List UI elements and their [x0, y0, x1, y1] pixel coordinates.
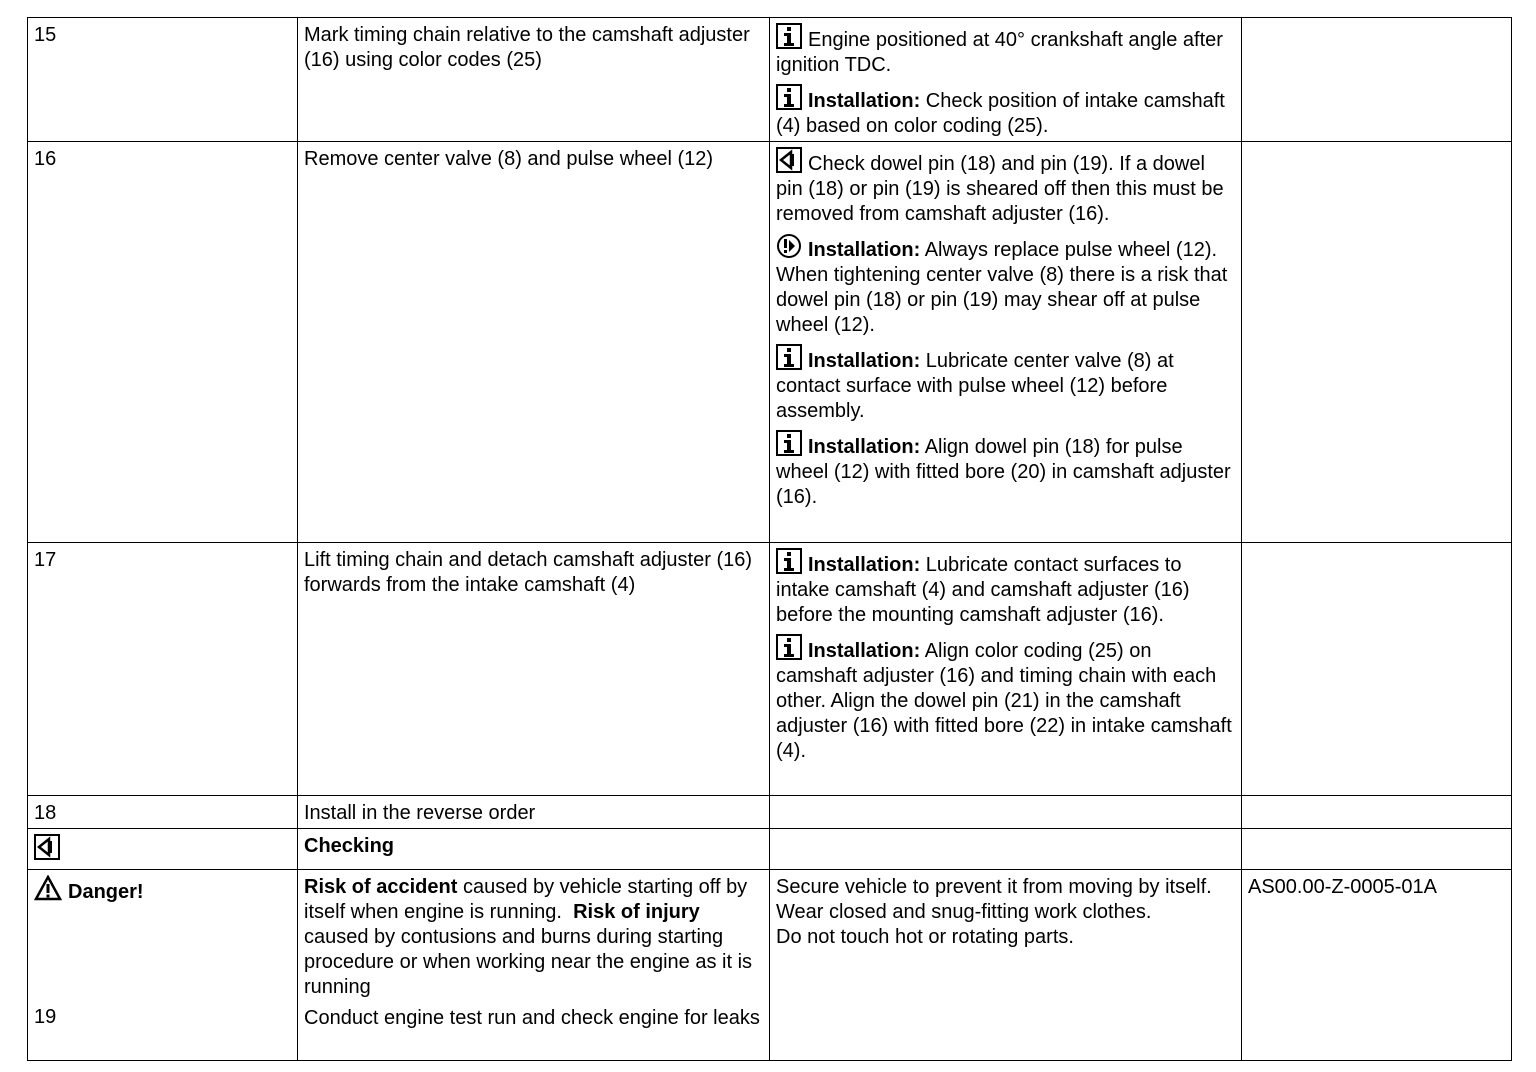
- safety-measure: Secure vehicle to prevent it from moving by itself.: [776, 876, 1212, 898]
- note: Installation: Lubricate center valve (8) at contact surface with pulse wheel (12) before assembly.: [776, 344, 1235, 424]
- note: Installation: Align dowel pin (18) for pulse wheel (12) with fitted bore (20) in camshaft adjuster (16).: [776, 430, 1235, 510]
- step-number: 19: [34, 1006, 57, 1028]
- danger-row: [28, 870, 1512, 1061]
- reference: [1242, 18, 1512, 142]
- checking-row: [28, 829, 1512, 870]
- warning-icon: [34, 875, 62, 901]
- table-row: [28, 543, 1512, 796]
- info-icon: [776, 23, 802, 49]
- step-number: 16: [28, 142, 298, 543]
- step-action: Conduct engine test run and check engine for leaks: [304, 1007, 760, 1029]
- note: Check dowel pin (18) and pin (19). If a dowel pin (18) or pin (19) is sheared off then this must be removed from camshaft adjuster (16).: [776, 147, 1235, 227]
- note: Installation: Check position of intake camshaft (4) based on color coding (25).: [776, 84, 1235, 139]
- checking-heading: Checking: [304, 835, 395, 857]
- danger-label: Danger!: [34, 875, 291, 905]
- step-action: Lift timing chain and detach camshaft adjuster (16) forwards from the intake camshaft (4): [298, 543, 770, 796]
- danger-text: Risk of accident caused by vehicle starting off by itself when engine is running. Risk of injury caused by contusions and burns during starting procedure or when working near the engine as it is running: [304, 876, 753, 998]
- note: Installation: Lubricate contact surfaces to intake camshaft (4) and camshaft adjuster (16) before the mounting camshaft adjuster (16).: [776, 548, 1235, 628]
- step-number: 15: [28, 18, 298, 142]
- info-icon: [776, 344, 802, 370]
- info-icon: [776, 548, 802, 574]
- step-notes: [770, 543, 1242, 796]
- safety-measure: Do not touch hot or rotating parts.: [776, 926, 1074, 948]
- reference: [1242, 142, 1512, 543]
- info-icon: [776, 634, 802, 660]
- check-icon: [34, 834, 60, 860]
- procedure-table: [27, 17, 1512, 1061]
- check-icon: [776, 147, 802, 173]
- reference: AS00.00-Z-0005-01A: [1242, 870, 1512, 1061]
- step-action: Install in the reverse order: [298, 796, 770, 829]
- table-row: [28, 142, 1512, 543]
- table-row: [28, 18, 1512, 142]
- note: Installation: Always replace pulse wheel (12). When tightening center valve (8) there is a risk that dowel pin (18) or pin (19) may shear off at pulse wheel (12).: [776, 233, 1235, 338]
- step-notes: [770, 18, 1242, 142]
- replace-icon: [776, 233, 802, 259]
- step-number: 17: [28, 543, 298, 796]
- table-row: [28, 796, 1512, 829]
- note: Installation: Align color coding (25) on camshaft adjuster (16) and timing chain with each other. Align the dowel pin (21) in the camshaft adjuster (16) with fitted bore (22) in intake camshaft (4).: [776, 634, 1235, 764]
- info-icon: [776, 84, 802, 110]
- step-action: Remove center valve (8) and pulse wheel (12): [298, 142, 770, 543]
- reference: [1242, 543, 1512, 796]
- step-action: Mark timing chain relative to the camshaft adjuster (16) using color codes (25): [298, 18, 770, 142]
- info-icon: [776, 430, 802, 456]
- note: Engine positioned at 40° crankshaft angle after ignition TDC.: [776, 23, 1235, 78]
- safety-measure: Wear closed and snug-fitting work clothes.: [776, 901, 1152, 923]
- step-number: 18: [28, 796, 298, 829]
- step-notes: [770, 142, 1242, 543]
